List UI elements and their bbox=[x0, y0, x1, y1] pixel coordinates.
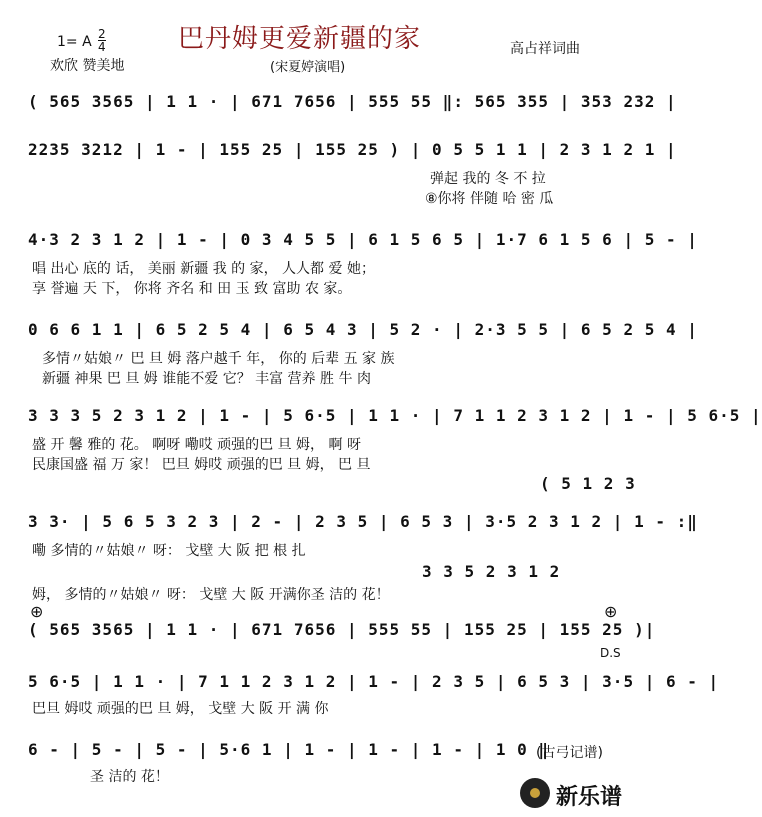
coda-sign-left: ⊕ bbox=[30, 602, 44, 621]
lyric-line-5b: 民康国盛 福 万 家！ 巴旦 姆哎 顽强的巴 旦 姆， 巴 旦 bbox=[32, 457, 371, 473]
notation-line-3: 4·3 2 3 1 2 | 1 - | 0 3 4 5 5 | 6 1 5 6 5 | 1·7 6 1 5 6 | 5 - | bbox=[28, 230, 698, 249]
lyric-line-2b: ⑧你将 伴随 哈 密 瓜 bbox=[425, 191, 554, 207]
lyric-line-4a: 多情〃姑娘〃 巴 旦 姆 落户越千 年， 你的 后辈 五 家 族 bbox=[42, 351, 395, 367]
tempo-mood: 欢欣 赞美地 bbox=[50, 58, 125, 74]
notation-alt-ending: 3 3 5 2 3 1 2 bbox=[422, 562, 561, 581]
transcriber-note: (古弓记谱) bbox=[536, 745, 603, 761]
singer-credit: (宋夏婷演唱) bbox=[270, 60, 346, 75]
lyric-line-6a: 嘞 多情的〃姑娘〃 呀： 戈壁 大 阪 把 根 扎 bbox=[32, 543, 306, 559]
composer-credit: 高占祥词曲 bbox=[510, 41, 580, 57]
song-title: 巴丹姆更爱新疆的家 bbox=[178, 24, 422, 54]
time-top: 2 bbox=[98, 27, 106, 41]
coda-sign-right: ⊕ bbox=[604, 602, 618, 621]
notation-side-phrase: ( 5 1 2 3 bbox=[540, 474, 636, 493]
lyric-line-7: 姆， 多情的〃姑娘〃 呀： 戈壁 大 阪 开满你圣 洁的 花！ bbox=[32, 587, 390, 603]
notation-line-5: 3 3 3 5 2 3 1 2 | 1 - | 5 6·5 | 1 1 · | 7 1 1 2 3 1 2 | 1 - | 5 6·5 | bbox=[28, 406, 762, 425]
lyric-line-10: 圣 洁的 花！ bbox=[90, 769, 169, 785]
lyric-line-2a: 弹起 我的 冬 不 拉 bbox=[430, 171, 546, 187]
dal-segno-mark: D.S bbox=[600, 646, 621, 660]
lyric-line-4b: 新疆 神果 巴 旦 姆 谁能不爱 它？ 丰富 营养 胜 牛 肉 bbox=[42, 371, 371, 387]
notation-line-9: 5 6·5 | 1 1 · | 7 1 1 2 3 1 2 | 1 - | 2 3 5 | 6 5 3 | 3·5 | 6 - | bbox=[28, 672, 720, 691]
notation-line-10: 6 - | 5 - | 5 - | 5·6 1 | 1 - | 1 - | 1 - | 1 0 ‖ bbox=[28, 740, 550, 759]
record-disc-icon bbox=[520, 778, 550, 808]
notation-line-2: 2235 3212 | 1 - | 155 25 | 155 25 ) | 0 5 5 1 1 | 2 3 1 2 1 | bbox=[28, 140, 677, 159]
time-signature bbox=[98, 28, 106, 53]
lyric-line-9: 巴旦 姆哎 顽强的巴 旦 姆， 戈壁 大 阪 开 满 你 bbox=[32, 701, 329, 717]
lyric-line-3a: 唱 出心 底的 话， 美丽 新疆 我 的 家， 人人都 爱 她； bbox=[32, 261, 375, 277]
time-bottom: 4 bbox=[98, 40, 106, 54]
lyric-line-3b: 享 誉遍 天 下， 你将 齐名 和 田 玉 致 富助 农 家。 bbox=[32, 281, 352, 297]
logo-text: 新乐谱 bbox=[556, 785, 623, 810]
notation-line-6: 3 3· | 5 6 5 3 2 3 | 2 - | 2 3 5 | 6 5 3 | 3·5 2 3 1 2 | 1 - :‖ bbox=[28, 512, 698, 531]
notation-line-1: ( 565 3565 | 1 1 · | 671 7656 | 555 55 ‖: 565 355 | 353 232 | bbox=[28, 92, 677, 111]
notation-line-4: 0 6 6 1 1 | 6 5 2 5 4 | 6 5 4 3 | 5 2 · | 2·3 5 5 | 6 5 2 5 4 | bbox=[28, 320, 698, 339]
site-logo[interactable] bbox=[520, 778, 640, 810]
key-signature: 1= A bbox=[57, 34, 92, 50]
notation-line-8: ( 565 3565 | 1 1 · | 671 7656 | 555 55 | 155 25 | 155 25 )| bbox=[28, 620, 656, 639]
lyric-line-5a: 盛 开 馨 雅的 花。 啊呀 嘞哎 顽强的巴 旦 姆， 啊 呀 bbox=[32, 437, 361, 453]
